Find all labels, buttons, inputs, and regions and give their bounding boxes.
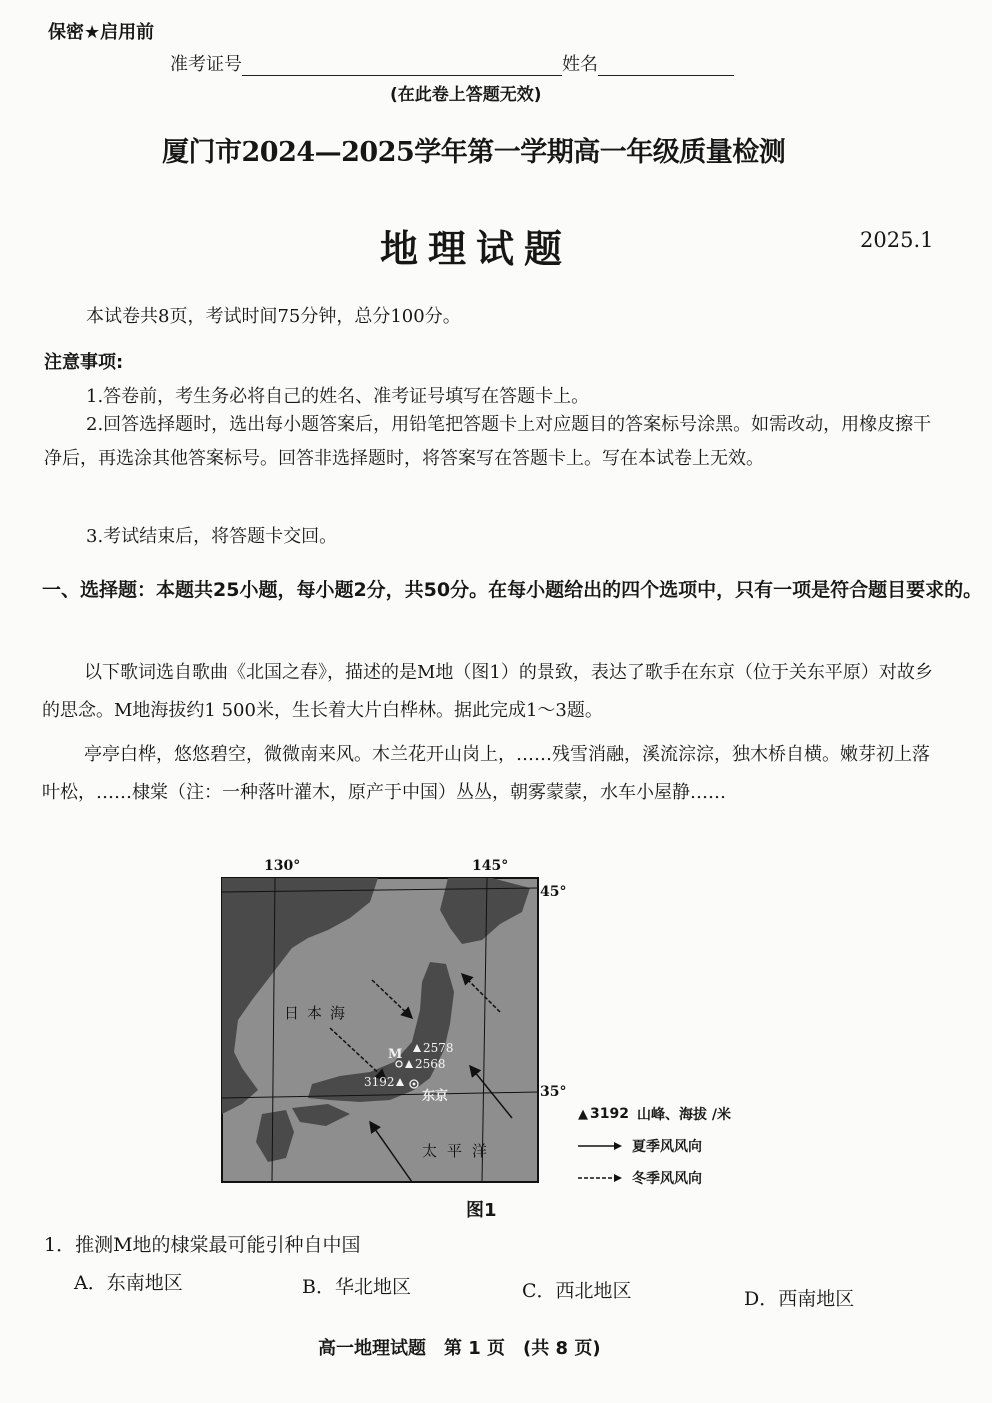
option-c[interactable]: C．西北地区: [522, 1280, 632, 1302]
lat-35-label: 35°: [540, 1084, 567, 1100]
confidential-mark: 保密★启用前: [48, 22, 155, 43]
legend-summer: [578, 1130, 731, 1162]
exam-id-blank[interactable]: [242, 57, 562, 76]
legend-summer-text: 夏季风风向: [632, 1139, 702, 1155]
notes-heading: 注意事项:: [44, 352, 124, 373]
option-b[interactable]: B．华北地区: [302, 1276, 411, 1298]
map-legend: [578, 1098, 731, 1194]
exam-intro: 本试卷共8页，考试时间75分钟，总分100分。: [86, 306, 461, 327]
lon-130-label: 130°: [264, 858, 301, 874]
dashed-arrow-icon: [578, 1173, 622, 1183]
figure-caption: 图1: [466, 1200, 497, 1221]
name-blank[interactable]: [598, 57, 734, 76]
peak-elevation-label: 2578: [423, 1041, 454, 1055]
solid-arrow-icon: [578, 1141, 622, 1151]
sea-of-japan-label: 日本海: [284, 1004, 354, 1022]
legend-peak: [578, 1098, 731, 1130]
lat-45-label: 45°: [540, 884, 567, 900]
invalid-note: (在此卷上答题无效): [390, 85, 542, 105]
legend-winter: [578, 1162, 731, 1194]
pacific-ocean-label: 太平洋: [422, 1142, 498, 1160]
section-heading: 一、选择题：本题共25小题，每小题2分，共50分。在每小题给出的四个选项中，只有一项是符合题目要求的。: [42, 579, 983, 601]
passage-lead: 以下歌词选自歌曲《北国之春》，描述的是M地（图1）的景致，表达了歌手在东京（位于关东平原）对故乡的思念。M地海拔约1 500米，生长着大片白桦林。据此完成1～3题。: [42, 662, 933, 721]
tokyo-marker-dot: [413, 1083, 416, 1086]
exam-date: 2025.1: [860, 228, 934, 252]
lon-145-label: 145°: [472, 858, 509, 874]
note-item: 1.答卷前，考生务必将自己的姓名、准考证号填写在答题卡上。: [86, 386, 590, 407]
legend-peak-text: 山峰、海拔 /米: [636, 1107, 731, 1123]
name-label: 姓名: [562, 54, 598, 75]
tokyo-label: 东京: [422, 1089, 449, 1104]
page-footer: 高一地理试题 第 1 页 (共 8 页): [318, 1338, 601, 1359]
m-location-label: M: [388, 1047, 403, 1062]
subject-title: 地理试题: [380, 227, 573, 271]
question-1-stem: 1．推测M地的棣棠最可能引种自中国: [44, 1234, 361, 1256]
candidate-info-line: [170, 50, 734, 76]
peak-elevation-label: 3192: [364, 1075, 395, 1089]
peak-legend-icon: ▲: [578, 1106, 588, 1122]
exam-id-label: 准考证号: [170, 54, 242, 75]
song-lyrics: 亭亭白桦，悠悠碧空，微微南来风。木兰花开山岗上，……残雪消融，溪流淙淙，独木桥自横。嫩芽初上落叶松，……棣棠（注：一种落叶灌木，原产于中国）丛丛，朝雾蒙蒙，水车小屋静……: [42, 744, 930, 803]
legend-peak-value: 3192: [590, 1106, 629, 1122]
legend-winter-text: 冬季风风向: [632, 1171, 702, 1187]
note-item: 2.回答选择题时，选出每小题答案后，用铅笔把答题卡上对应题目的答案标号涂黑。如需改动，用橡皮擦干净后，再选涂其他答案标号。回答非选择题时，将答案写在答题卡上。写在本试卷上无效。: [44, 414, 932, 469]
exam-title: 厦门市2024—2025学年第一学期高一年级质量检测: [162, 137, 786, 168]
note-item: 3.考试结束后，将答题卡交回。: [86, 526, 338, 547]
japan-map-figure: [200, 852, 580, 1192]
peak-elevation-label: 2568: [415, 1057, 446, 1071]
option-a[interactable]: A．东南地区: [74, 1272, 183, 1294]
option-d[interactable]: D．西南地区: [744, 1288, 855, 1310]
